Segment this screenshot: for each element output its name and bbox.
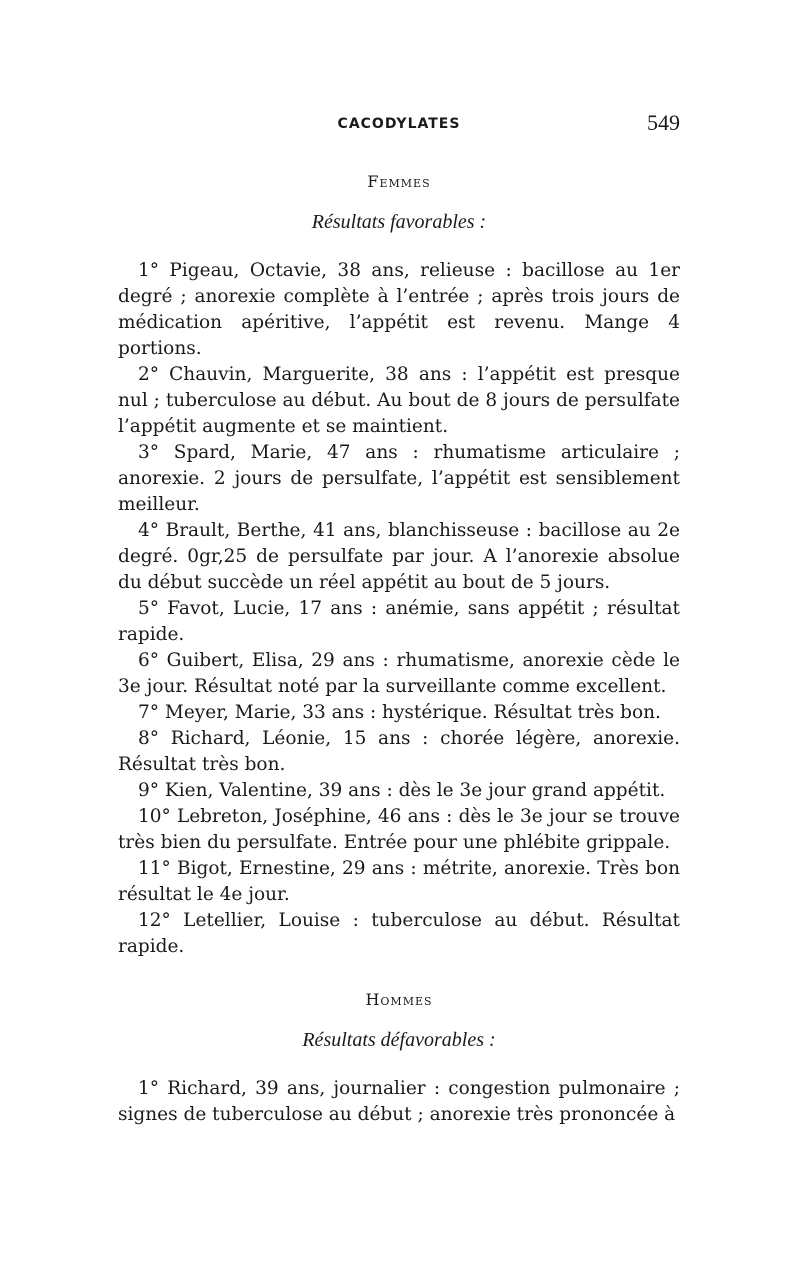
entry-5: 5° Favot, Lucie, 17 ans : anémie, sans appétit ; résultat rapide. xyxy=(118,598,680,645)
running-head xyxy=(118,110,680,142)
entry-2: 2° Chauvin, Marguerite, 38 ans : l’appétit est presque nul ; tuberculose au début. Au bout de 8 jours de persulfate l’appétit augmente et se maintient. xyxy=(118,364,680,437)
entry-9: 9° Kien, Valentine, 39 ans : dès le 3e jour grand appétit. xyxy=(138,780,666,801)
entry-11: 11° Bigot, Ernestine, 29 ans : métrite, anorexie. Très bon résultat le 4e jour. xyxy=(118,858,680,905)
section-heading: Hommes xyxy=(365,990,433,1009)
entry-4: 4° Brault, Berthe, 41 ans, blanchisseuse : bacillose au 2e degré. 0gr,25 de persulfate par jour. A l’anorexie absolue du début succède un réel appétit au bout de 5 jours. xyxy=(118,520,680,593)
entry-8: 8° Richard, Léonie, 15 ans : chorée légère, anorexie. Résultat très bon. xyxy=(118,728,680,775)
entry-1: 1° Richard, 39 ans, journalier : congestion pulmonaire ; signes de tuberculose au début ; anorexie très prononcée à xyxy=(118,1078,680,1125)
entry-6: 6° Guibert, Elisa, 29 ans : rhumatisme, anorexie cède le 3e jour. Résultat noté par la surveillante comme excellent. xyxy=(118,650,680,697)
section-subheading: Résultats favorables : xyxy=(311,211,487,233)
entry-3: 3° Spard, Marie, 47 ans : rhumatisme articulaire ; anorexie. 2 jours de persulfate, l’appétit est sensiblement meilleur. xyxy=(118,442,680,515)
entry-12: 12° Letellier, Louise : tuberculose au début. Résultat rapide. xyxy=(118,910,680,957)
entry-10: 10° Lebreton, Joséphine, 46 ans : dès le 3e jour se trouve très bien du persulfate. Entrée pour une phlébite grippale. xyxy=(118,806,680,853)
entry-1: 1° Pigeau, Octavie, 38 ans, relieuse : bacillose au 1er degré ; anorexie complète à l’entrée ; après trois jours de médication apéritive, l’appétit est revenu. Mange 4 portions. xyxy=(118,260,680,359)
section-femmes xyxy=(118,172,680,960)
section-hommes xyxy=(118,990,680,1128)
running-title: CACODYLATES xyxy=(337,116,461,132)
book-page xyxy=(118,110,680,1128)
entry-7: 7° Meyer, Marie, 33 ans : hystérique. Résultat très bon. xyxy=(138,702,661,723)
section-subheading: Résultats défavorables : xyxy=(302,1029,496,1051)
page-number: 549 xyxy=(647,110,680,135)
section-heading: Femmes xyxy=(367,172,431,191)
